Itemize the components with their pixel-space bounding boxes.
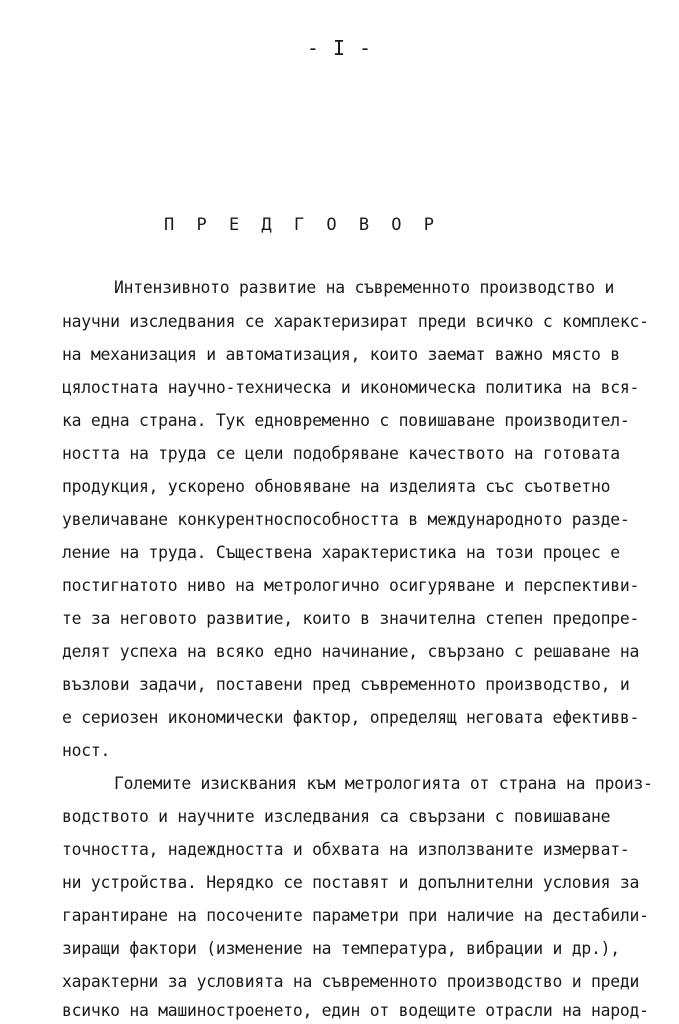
page-number: - I - xyxy=(306,36,373,60)
text-line: продукция, ускорено обновяване на изделията със съответно xyxy=(62,477,611,496)
text-line: цялостната научно-техническа и икономическа политика на вся- xyxy=(62,378,640,397)
text-line: е сериозен икономически фактор, определящ неговата ефективв- xyxy=(62,708,640,727)
text-line: водството и научните изследвания са свързани с повишаване xyxy=(62,807,611,826)
text-line: характерни за условията на съвременното производство и преди xyxy=(62,972,640,991)
text-line: зиращи фактори (изменение на температура, вибрации и др.), xyxy=(62,939,620,958)
text-line: ност. xyxy=(62,741,111,760)
text-line: ни устройства. Нерядко се поставят и допълнителни условия за xyxy=(62,873,640,892)
text-line: гарантиране на посочените параметри при наличие на дестабили- xyxy=(62,906,649,925)
text-line: на механизация и автоматизация, които заемат важно място в xyxy=(62,345,620,364)
text-line: Големите изисквания към метрологията от страна на произ- xyxy=(114,774,653,793)
text-line: постигнатото ниво на метрологично осигуряване и перспективи- xyxy=(62,576,640,595)
text-line: всичко на машиностроенето, един от водещите отрасли на народ- xyxy=(62,1001,649,1020)
text-line: делят успеха на всяко едно начинание, свързано с решаване на xyxy=(62,642,640,661)
text-line: научни изследвания се характеризират преди всичко с комплекс- xyxy=(62,312,649,331)
text-line: Интензивното развитие на съвременното производство и xyxy=(114,278,615,297)
page-title: П Р Е Д Г О В О Р xyxy=(164,215,440,235)
text-line: възлови задачи, поставени пред съвременното производство, и xyxy=(62,675,630,694)
text-line: увеличаване конкурентноспособността в международното разде- xyxy=(62,510,630,529)
text-line: точността, надеждността и обхвата на използваните измерват- xyxy=(62,840,630,859)
text-line: ка една страна. Тук едновременно с повишаване производител- xyxy=(62,411,630,430)
text-line: те за неговото развитие, които в значителна степен предопре- xyxy=(62,609,640,628)
text-line: ление на труда. Съществена характеристика на този процес е xyxy=(62,543,620,562)
text-line: ността на труда се цели подобряване качеството на готовата xyxy=(62,444,620,463)
